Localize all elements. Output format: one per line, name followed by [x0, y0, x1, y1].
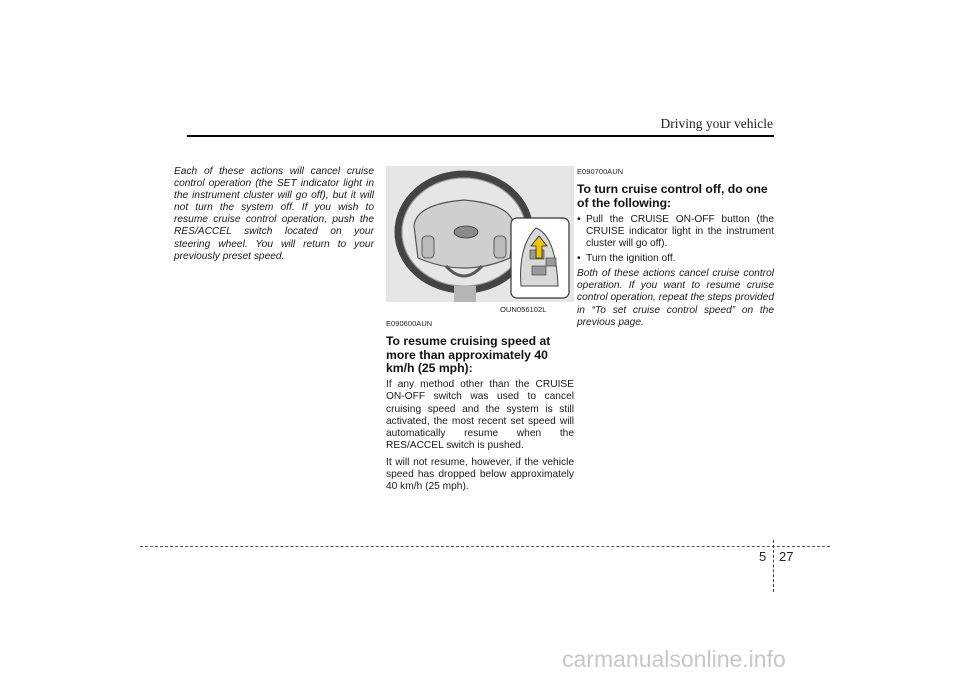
turn-off-heading: To turn cruise control off, do one of the following:	[577, 182, 768, 210]
column-left	[174, 166, 374, 268]
cancel-note: Each of these actions will cancel cruise control operation (the SET indicator light in the instrument cluster will go off), but it will not turn the system off. If you wish to resume cruise control operation, push the RES/ACCEL switch located on your steering wheel. You will return to your previously preset speed.	[174, 166, 374, 262]
column-middle	[386, 318, 574, 498]
chapter-number: 5	[759, 549, 767, 564]
steering-wheel-figure	[386, 166, 574, 302]
watermark: carmanualsonline.info	[562, 646, 786, 672]
header-rule	[187, 135, 774, 137]
resume-para-1: If any method other than the CRUISE ON-OFF switch was used to cancel cruising speed and the system is still activated, the most recent set speed will automatically resume when the RES/ACCEL switch is pushed.	[386, 379, 574, 451]
steering-wheel-illustration	[386, 166, 574, 302]
column-right	[577, 166, 774, 334]
page-number-separator	[773, 540, 774, 592]
section-title: Driving your vehicle	[660, 116, 773, 131]
turn-off-code: E090700AUN	[577, 167, 624, 176]
footer-dashed-rule	[140, 546, 830, 547]
turn-off-bullets	[577, 214, 774, 265]
resume-heading: To resume cruising speed at more than approximately 40 km/h (25 mph):	[386, 334, 551, 375]
resume-code: E090600AUN	[386, 319, 433, 328]
resume-para-2: It will not resume, however, if the vehicle speed has dropped below approximately 40 km/h (25 mph).	[386, 456, 574, 493]
list-item: • Pull the CRUISE ON-OFF button (the CRUISE indicator light in the instrument cluster will go off).	[577, 214, 774, 250]
list-item: • Turn the ignition off.	[577, 253, 774, 265]
page-number: 27	[779, 549, 794, 564]
figure-code: OUN056102L	[500, 305, 547, 314]
turn-off-note: Both of these actions cancel cruise control operation. If you want to resume cruise control operation, repeat the steps provided in “To set cruise control speed” on the previous page.	[577, 268, 774, 328]
